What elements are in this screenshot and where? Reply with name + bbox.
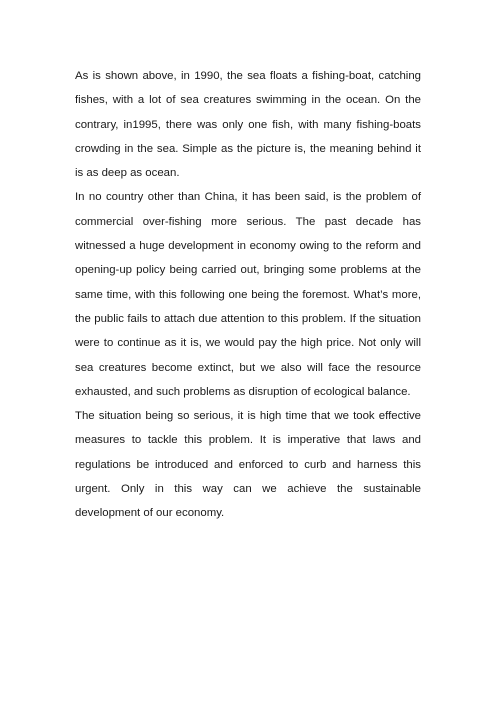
paragraph-analysis: In no country other than China, it has been said, is the problem of commercial over-fishing more serious. The past decade has witnessed a huge development in economy owing to the reform and opening-up policy being carried out, bringing some problems at the same time, with this following one being the foremost. What’s more, the public fails to attach due attention to this problem. If the situation were to continue as it is, we would pay the high price. Not only will sea creatures become extinct, but we also will face the resource exhausted, and such problems as disruption of ecological balance.: [75, 191, 421, 398]
paragraph-conclusion: The situation being so serious, it is high time that we took effective measures to tackle this problem. It is imperative that laws and regulations be introduced and enforced to curb and harness this urgent. Only in this way can we achieve the sustainable development of our economy.: [75, 410, 421, 520]
essay-body: [75, 64, 421, 526]
paragraph-description: As is shown above, in 1990, the sea floats a fishing-boat, catching fishes, with a lot of sea creatures swimming in the ocean. On the contrary, in1995, there was only one fish, with many fishing-boats crowding in the sea. Simple as the picture is, the meaning behind it is as deep as ocean.: [75, 70, 421, 180]
